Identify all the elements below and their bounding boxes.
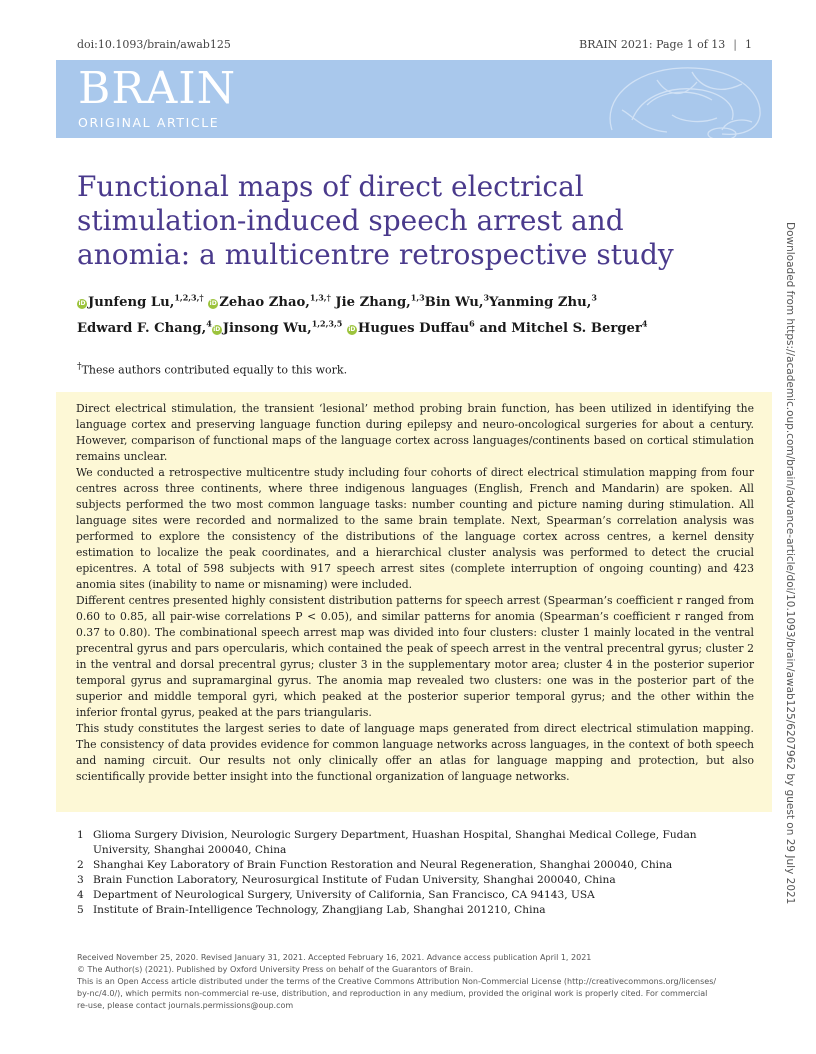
author-name: Yanming Zhu, <box>489 295 592 311</box>
affiliation-number: 4 <box>77 889 84 901</box>
author[interactable] <box>347 318 475 336</box>
footer-license[interactable]: This is an Open Access article distributed under the terms of the Creative Commons Attribution Non-Commercial License (http://creativecommons.org/licenses/ <box>77 977 717 986</box>
abstract-paragraph: Direct electrical stimulation, the transient ‘lesional’ method probing brain function, has been utilized in identifying the language cortex and preserving language function during epilepsy and neuro-oncological surgeries for about a century. However, comparison of functional maps of the language cortex across languages/continents based on cortical stimulation remains unclear. <box>76 402 754 463</box>
author-name: Jinsong Wu, <box>222 320 312 336</box>
page-number: 1 <box>745 38 752 51</box>
author-affiliation-marks: 4 <box>641 318 648 329</box>
affiliation-text: Brain Function Laboratory, Neurosurgical Institute of Fudan University, Shanghai 200040, China <box>93 874 616 886</box>
journal-page: BRAIN 2021: Page 1 of 13 <box>579 38 726 51</box>
journal-banner <box>56 60 772 138</box>
author[interactable] <box>479 318 648 336</box>
brain-illustration-icon <box>572 60 772 138</box>
affiliation-item <box>77 873 755 888</box>
affiliation-text: Glioma Surgery Division, Neurologic Surgery Department, Huashan Hospital, Shanghai Medical College, Fudan University, Shanghai 200040, China <box>93 829 697 856</box>
author-name: and Mitchel S. Berger <box>479 320 642 336</box>
author-name: Edward F. Chang, <box>77 320 207 336</box>
footer-contact[interactable]: re-use, please contact journals.permissions@oup.com <box>77 1001 294 1010</box>
doi-text[interactable]: doi:10.1093/brain/awab125 <box>77 38 231 51</box>
footer-copyright: © The Author(s) (2021). Published by Oxford University Press on behalf of the Guarantors of Brain. <box>77 965 474 974</box>
author-name: Jie Zhang, <box>335 295 411 311</box>
affiliation-item <box>77 858 755 873</box>
author[interactable] <box>212 318 343 336</box>
affiliation-list <box>77 828 755 918</box>
equal-contribution-text: These authors contributed equally to this work. <box>81 363 348 377</box>
affiliation-item <box>77 903 755 918</box>
author-name: Zehao Zhao, <box>219 295 310 311</box>
header-separator: | <box>733 38 737 51</box>
article-title: Functional maps of direct electrical stimulation-induced speech arrest and anomia: a multicentre retrospective study <box>77 170 674 271</box>
author[interactable] <box>77 295 204 310</box>
abstract-paragraph: We conducted a retrospective multicentre study including four cohorts of direct electrical stimulation mapping from four centres across three continents, where three indigenous languages (English, French and Mandarin) are spoken. All subjects performed the two most common language tasks: number counting and picture naming during stimulation. All language sites were recorded and normalized to the same brain template. Next, Spearman’s correlation analysis was performed to explore the consistency of the distributions of the language cortex across centres, a kernel density estimation to localize the peak coordinates, and a hierarchical cluster analysis was performed to detect the crucial epicentres. A total of 598 subjects with 917 speech arrest sites (complete interruption of ongoing counting) and 423 anomia sites (inability to name or misnaming) were included. <box>76 466 754 591</box>
article-type: ORIGINAL ARTICLE <box>78 115 220 130</box>
dagger-mark: † <box>77 361 82 372</box>
orcid-icon[interactable]: iD <box>348 325 356 333</box>
affiliation-item <box>77 888 755 903</box>
abstract-paragraph: Different centres presented highly consistent distribution patterns for speech arrest (Spearman’s coefficient r ranged from 0.60 to 0.85, all pair-wise correlations P < 0.05), and similar patterns for anomia (Spearman’s coefficient r ranged from 0.37 to 0.80). The combinational speech arrest map was divided into four clusters: cluster 1 mainly located in the ventral precentral gyrus and pars opercularis, which contained the peak of speech arrest in the ventral precentral gyrus; cluster 2 in the ventral and dorsal precentral gyrus; cluster 3 in the supplementary motor area; cluster 4 in the posterior superior temporal gyrus and supramarginal gyrus. The anomia map revealed two clusters: one was in the posterior part of the superior and middle temporal gyri, which peaked at the posterior superior temporal gyrus; and the other within the inferior frontal gyrus, peaked at the pars triangularis. <box>76 594 754 719</box>
author-affiliation-marks: 3 <box>483 293 490 303</box>
author-name: Junfeng Lu, <box>88 295 175 311</box>
author-affiliation-marks: 1,3 <box>410 293 425 303</box>
orcid-icon[interactable]: iD <box>209 300 217 308</box>
author[interactable] <box>335 295 424 310</box>
author[interactable] <box>77 318 212 336</box>
affiliation-number: 2 <box>77 859 84 871</box>
journal-page-info <box>579 38 752 51</box>
download-watermark <box>784 222 800 905</box>
author-affiliation-marks: 6 <box>469 318 475 329</box>
author[interactable] <box>208 295 331 310</box>
abstract-box <box>56 392 772 812</box>
affiliation-text: Shanghai Key Laboratory of Brain Function Restoration and Neural Regeneration, Shanghai 200040, China <box>93 859 673 871</box>
abstract-paragraph: This study constitutes the largest series to date of language maps generated from direct electrical stimulation mapping. The consistency of data provides evidence for common language networks across languages, in the context of both speech and naming circuit. Our results not only clinically offer an atlas for language mapping and protection, but also scientifically provide better insight into the functional organization of language networks. <box>76 722 754 783</box>
equal-contribution-note <box>77 361 347 377</box>
author-affiliation-marks: 3 <box>591 293 597 303</box>
affiliation-text: Institute of Brain-Intelligence Technology, Zhangjiang Lab, Shanghai 201210, China <box>93 904 546 916</box>
author[interactable] <box>489 295 597 310</box>
footer-license: by-nc/4.0/), which permits non-commercial re-use, distribution, and reproduction in any medium, provided the original work is properly cited. For commercial <box>77 989 708 998</box>
footer-dates: Received November 25, 2020. Revised January 31, 2021. Accepted February 16, 2021. Advance access publication April 1, 2021 <box>77 953 592 962</box>
author-affiliation-marks: 1,2,3,† <box>174 293 204 303</box>
publication-footer <box>77 952 757 1012</box>
orcid-icon[interactable]: iD <box>213 325 221 333</box>
journal-logo: BRAIN <box>78 63 237 114</box>
orcid-icon[interactable]: iD <box>78 300 86 308</box>
author-affiliation-marks: 4 <box>206 318 212 329</box>
author-name: Hugues Duffau <box>357 320 470 336</box>
affiliation-number: 5 <box>77 904 84 916</box>
affiliation-number: 1 <box>77 829 84 841</box>
affiliation-number: 3 <box>77 874 84 886</box>
author-list <box>77 288 767 339</box>
download-watermark-text: Downloaded from https://academic.oup.com/brain/advance-article/doi/10.1093/brain/awab125/6207962 by guest on 29 July 2021 <box>784 222 796 905</box>
affiliation-item <box>77 828 755 858</box>
affiliation-text: Department of Neurological Surgery, University of California, San Francisco, CA 94143, USA <box>93 889 595 901</box>
author[interactable] <box>425 295 489 310</box>
author-affiliation-marks: 1,2,3,5 <box>311 318 343 329</box>
author-affiliation-marks: 1,3,† <box>309 293 331 303</box>
author-name: Bin Wu, <box>424 295 484 311</box>
